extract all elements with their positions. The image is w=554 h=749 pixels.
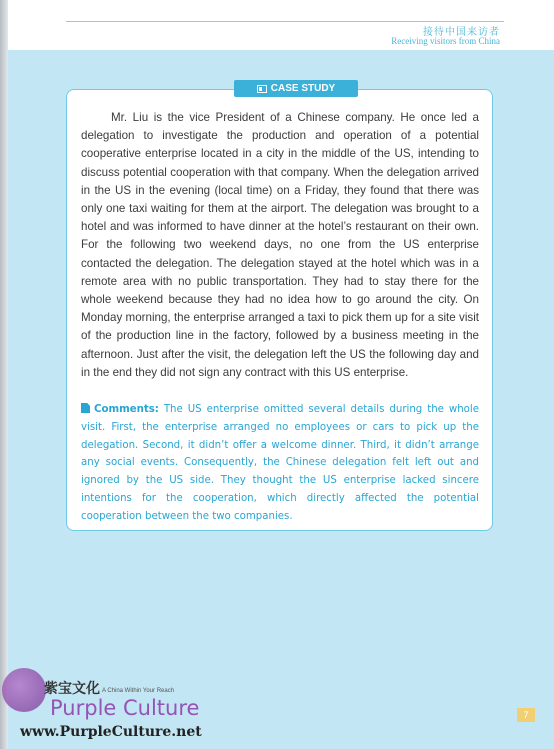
case-study-story: Mr. Liu is the vice President of a Chinese company. He once led a delegation to investigate the production and operation of a potential cooperative enterprise located in a city in the middle of the US, intending to discuss potential cooperation with that company. When the delegation arrived in the US in the evening (local time) on a Friday, they found that there was only one taxi waiting for them at the airport. The delegation was brought to a hotel and was informed to have dinner at the hotel’s restaurant on their own. For the following two weekend days, no one from the US enterprise contacted the delegation. The delegation stayed at the hotel which was in a remote area with no public transportation. They had to stay there for the whole weekend because they had no idea how to go around the city. On Monday morning, the enterprise arranged a taxi to pick them up for a site visit of the production line in the factory, followed by a business meeting in the afternoon. Just after the visit, the delegation left the US the following day and in the end they did not sign any contract with this US enterprise. (81, 111, 479, 379)
header-divider (66, 21, 504, 22)
comment-text: The US enterprise omitted several details during the whole visit. First, the enterprise arranged no employees or cars to pick up the delegation. Second, it didn’t offer a welcome dinner. Third, it didn’t arrange any social events. Consequently, the Chinese delegation felt left out and ignored by the US side. They thought the US enterprise lacked sincere intentions for the cooperation, which directly affected the potential cooperation between the two companies. (81, 404, 479, 522)
case-study-comment (81, 401, 479, 526)
chapter-title-cn: 接待中国来访者 (423, 27, 500, 38)
book-spine-shadow (0, 0, 8, 749)
watermark-url: www.PurpleCulture.net (20, 724, 202, 740)
watermark-brand-name: Purple Culture (50, 696, 200, 720)
book-page (8, 0, 554, 749)
case-study-card (66, 89, 493, 531)
comment-label: Comments: (94, 404, 159, 415)
book-icon (257, 85, 267, 93)
case-study-tab-label: CASE STUDY (270, 83, 336, 94)
chapter-title-en: Receiving visitors from China (391, 36, 500, 46)
pencil-note-icon (81, 403, 90, 413)
purple-culture-logo-icon (2, 668, 46, 712)
watermark-brand-cn: 紫宝文化 (44, 681, 100, 697)
page-number: 7 (517, 708, 535, 722)
case-study-tab (234, 80, 358, 97)
watermark-tagline: A China Within Your Reach (102, 688, 175, 694)
